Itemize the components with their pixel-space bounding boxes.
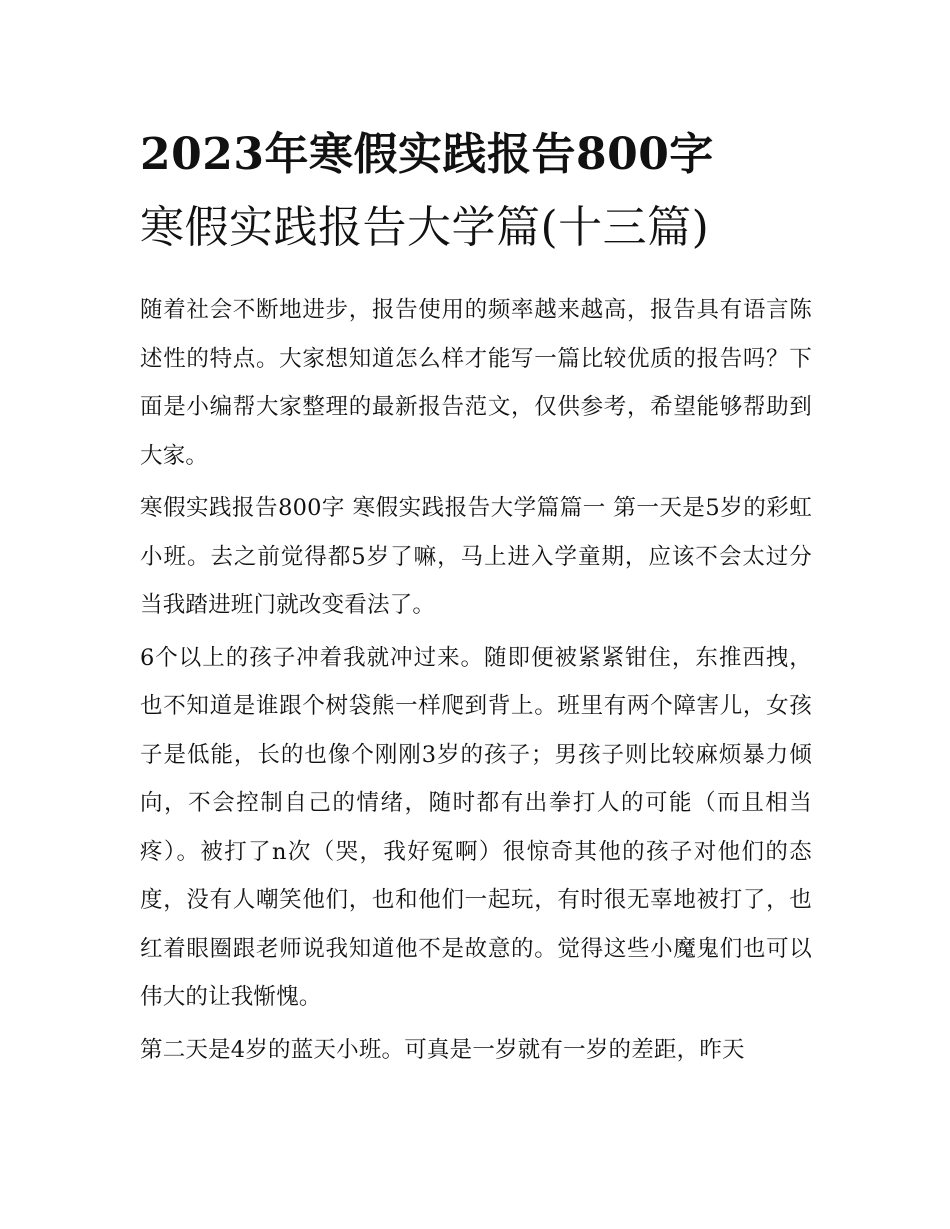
paragraph-day-two: 第二天是4岁的蓝天小班。可真是一岁就有一岁的差距，昨天 xyxy=(140,1036,745,1063)
paragraph-day-one: 寒假实践报告800字 寒假实践报告大学篇篇一 第一天是5岁的彩虹小班。去之前觉得都5岁了嘛，马上进入学童期，应该不会太过分当我踏进班门就改变看法了。 xyxy=(140,495,812,618)
document-page xyxy=(140,118,812,1074)
document-title xyxy=(140,118,812,264)
paragraph-children: 6个以上的孩子冲着我就冲过来。随即便被紧紧钳住，东推西拽，也不知道是谁跟个树袋熊一样爬到背上。班里有两个障害儿，女孩子是低能，长的也像个刚刚3岁的孩子；男孩子则比较麻烦暴力倾向，不会控制自己的情绪，随时都有出拳打人的可能（而且相当疼）。被打了n次（哭，我好冤啊）很惊奇其他的孩子对他们的态度，没有人嘲笑他们，也和他们一起玩，有时很无辜地被打了，也红着眼圈跟老师说我知道他不是故意的。觉得这些小魔鬼们也可以伟大的让我惭愧。 xyxy=(140,644,812,1010)
title-line-1: 2023年寒假实践报告800字 xyxy=(140,129,714,180)
paragraph-intro: 随着社会不断地进步，报告使用的频率越来越高，报告具有语言陈述性的特点。大家想知道怎么样才能写一篇比较优质的报告吗？下面是小编帮大家整理的最新报告范文，仅供参考，希望能够帮助到大家。 xyxy=(140,297,812,469)
title-line-2: 寒假实践报告大学篇(十三篇) xyxy=(140,202,710,253)
